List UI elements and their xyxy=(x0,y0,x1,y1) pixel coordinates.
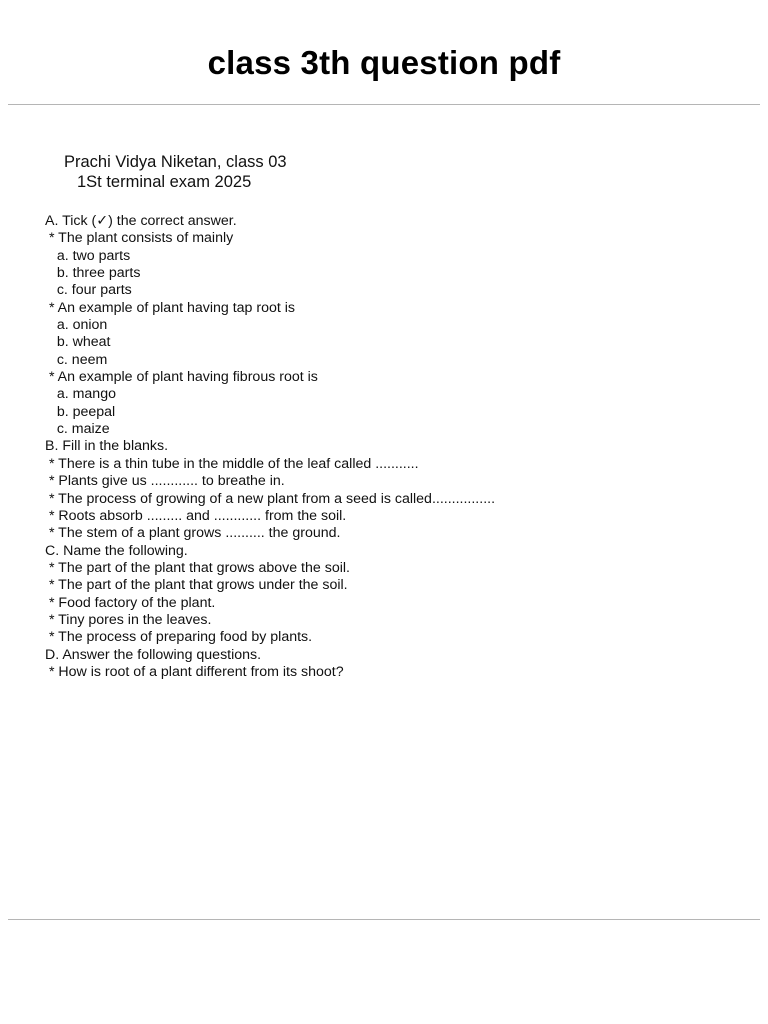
question-line: * There is a thin tube in the middle of the leaf called ........... xyxy=(45,455,419,472)
question-line: * The process of growing of a new plant from a seed is called................ xyxy=(45,490,496,507)
section-d-heading: D. Answer the following questions. xyxy=(45,646,262,663)
question-line: * The plant consists of mainly xyxy=(45,230,234,247)
question-line: * Plants give us ............ to breathe in. xyxy=(45,473,285,490)
question-list xyxy=(45,213,495,681)
bottom-divider xyxy=(8,919,760,920)
option-line: b. peepal xyxy=(45,403,116,420)
option-line: c. four parts xyxy=(45,282,132,299)
exam-name: 1St terminal exam 2025 xyxy=(77,173,252,191)
option-line: b. wheat xyxy=(45,334,111,351)
question-line: * The part of the plant that grows above the soil. xyxy=(45,559,350,576)
question-line: * The stem of a plant grows .......... the ground. xyxy=(45,525,341,542)
question-line: * The part of the plant that grows under the soil. xyxy=(45,577,348,594)
option-line: a. onion xyxy=(45,317,108,334)
question-line: * Food factory of the plant. xyxy=(45,594,216,611)
school-name: Prachi Vidya Niketan, class 03 xyxy=(64,153,287,171)
option-line: a. mango xyxy=(45,386,116,403)
option-line: a. two parts xyxy=(45,247,131,264)
question-line: * Tiny pores in the leaves. xyxy=(45,611,212,628)
section-a-heading: A. Tick (✓) the correct answer. xyxy=(45,213,237,229)
option-line: b. three parts xyxy=(45,265,141,282)
question-line: * How is root of a plant different from its shoot? xyxy=(45,663,344,680)
question-line: * The process of preparing food by plants. xyxy=(45,629,313,646)
question-line: * An example of plant having tap root is xyxy=(45,299,296,316)
question-line: * An example of plant having fibrous root is xyxy=(45,369,318,386)
exam-header xyxy=(64,152,287,192)
option-line: c. maize xyxy=(45,421,110,438)
top-divider xyxy=(8,104,760,105)
section-b-heading: B. Fill in the blanks. xyxy=(45,438,169,455)
option-line: c. neem xyxy=(45,351,108,368)
question-line: * Roots absorb ......... and ............ from the soil. xyxy=(45,507,347,524)
section-c-heading: C. Name the following. xyxy=(45,542,188,559)
document-title: class 3th question pdf xyxy=(207,44,561,81)
